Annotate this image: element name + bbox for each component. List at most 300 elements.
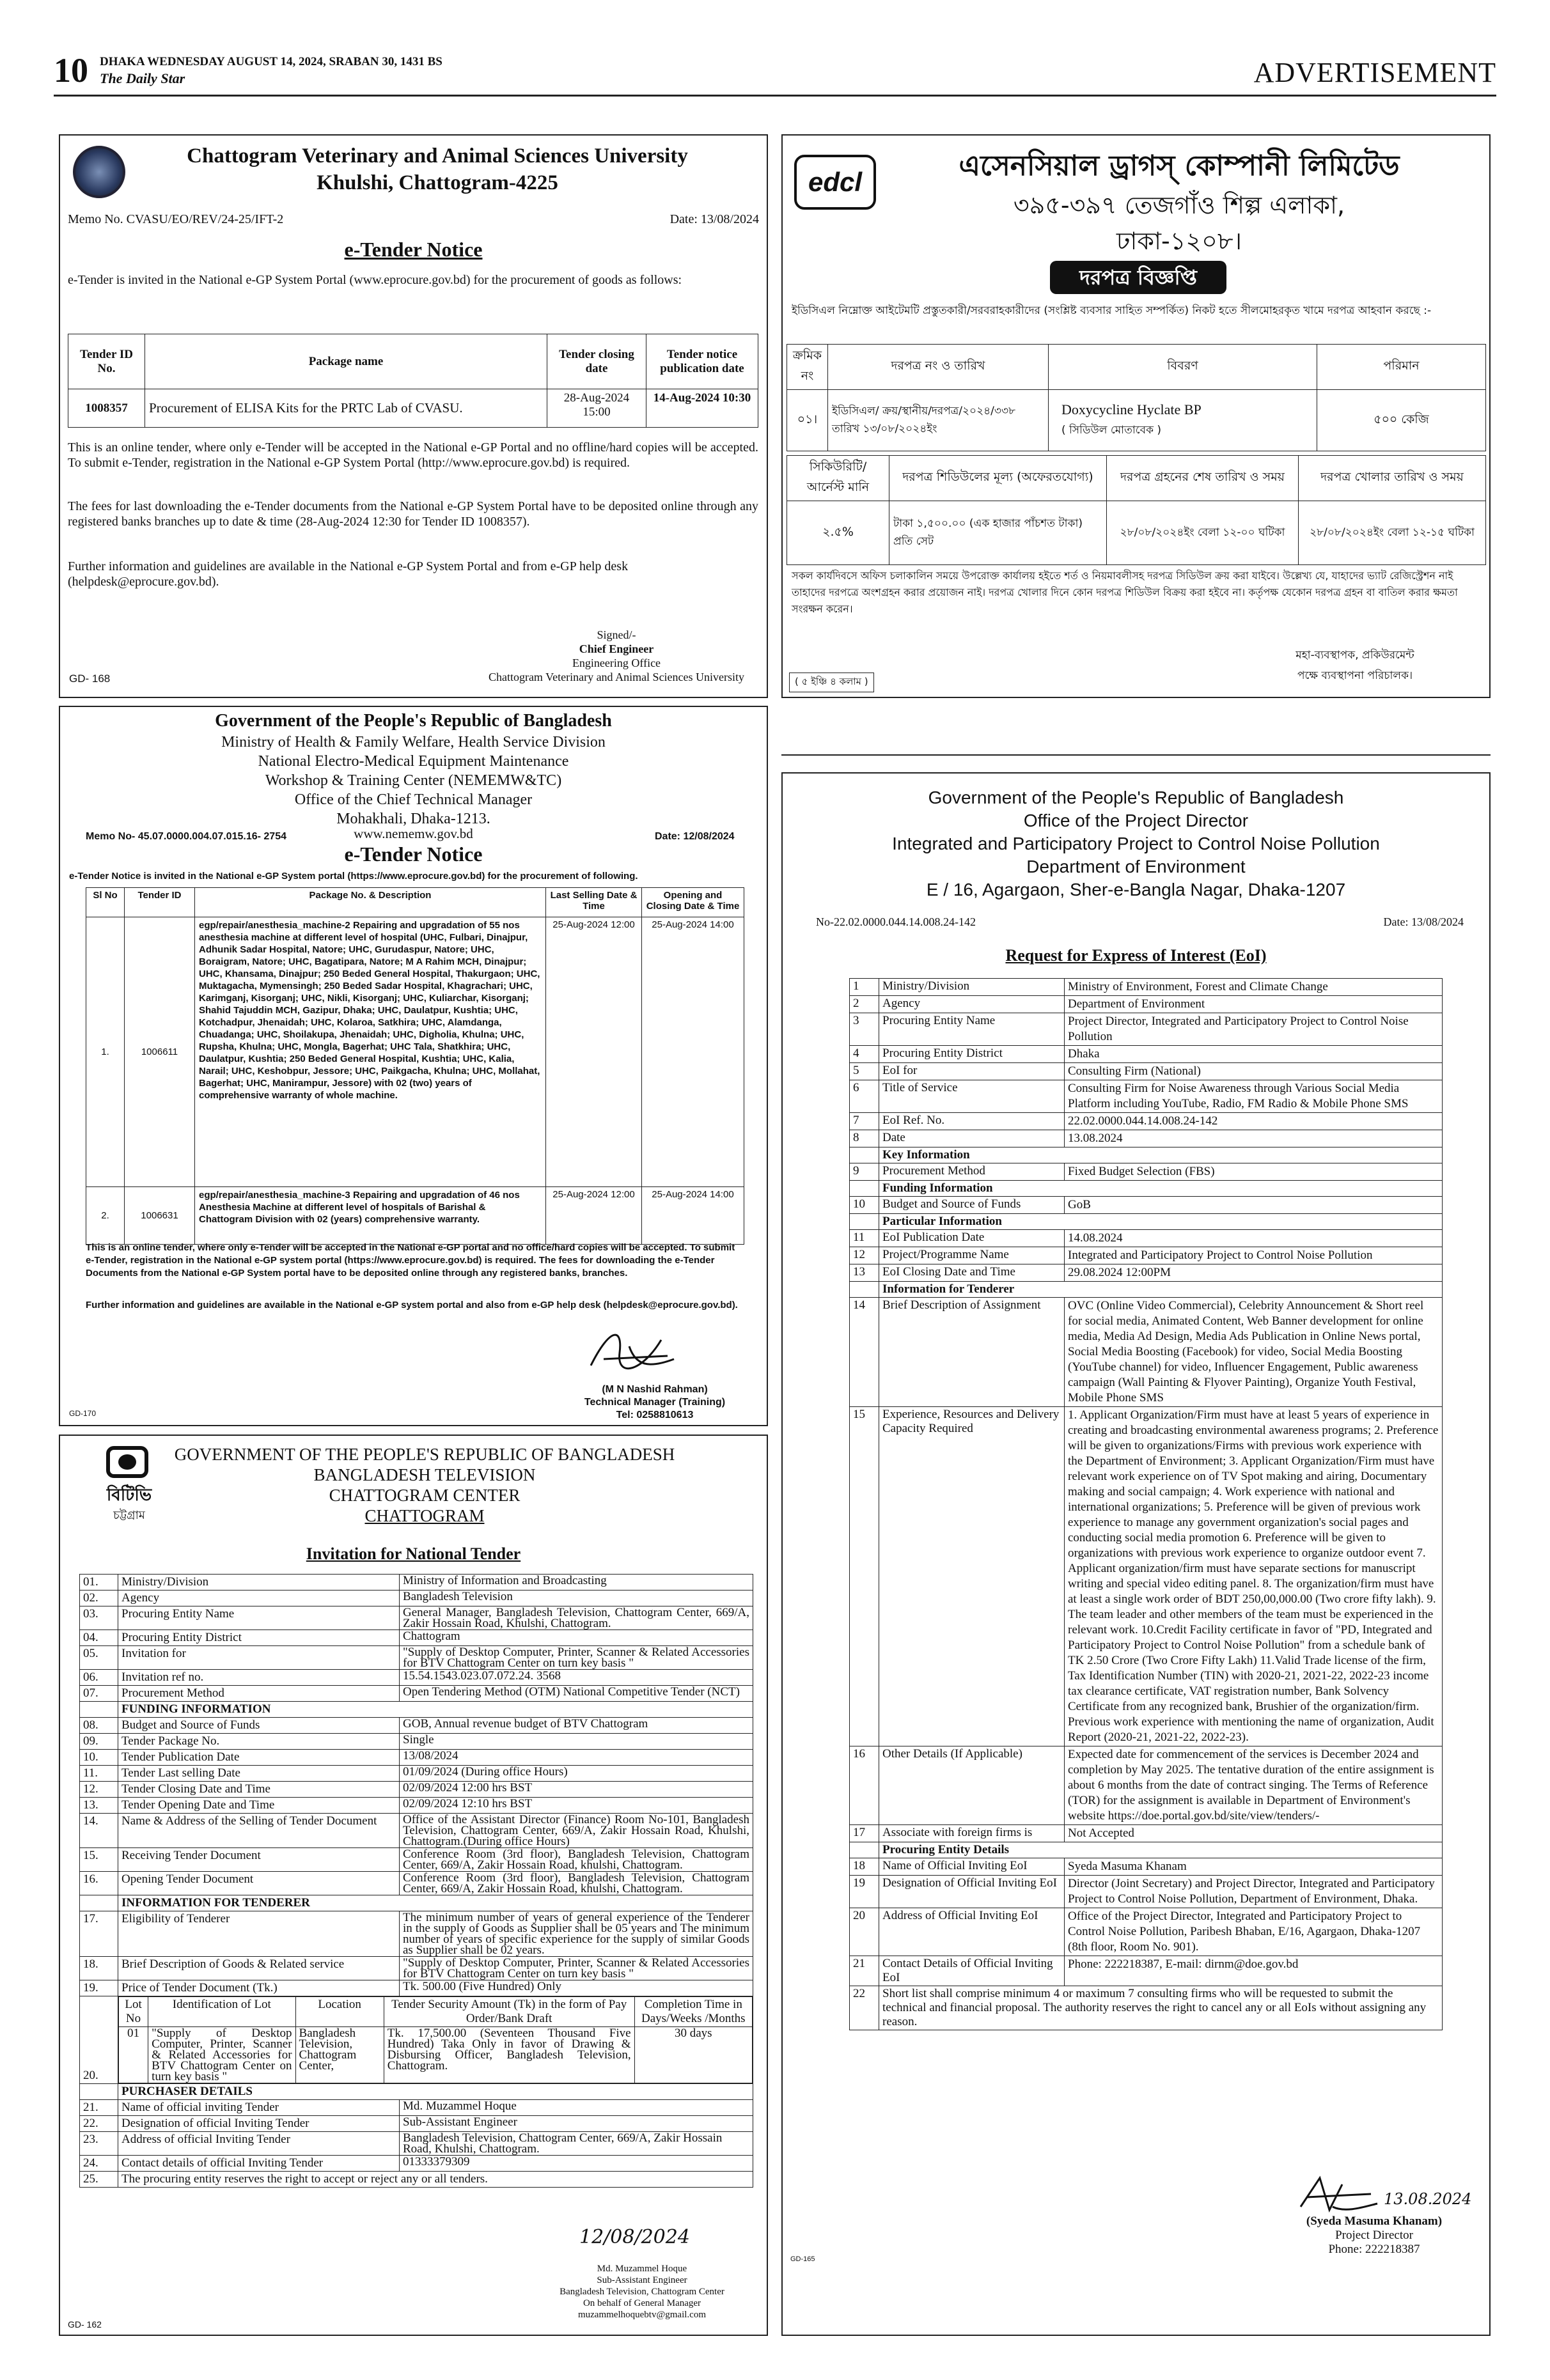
noise-date: Date: 13/08/2024 [1383,915,1464,928]
table-row [850,1130,1443,1147]
table-row [80,2156,753,2172]
section-heading: Procuring Entity Details [879,1842,1443,1858]
btv-gd: GD- 162 [68,2319,102,2329]
lot-cell: Tk. 17,500.00 (Seventeen Thousand Five Hundred) Taka Only in favor of Drawing & Disbursing Officer, Bangladesh Television, Chattogram. [384,2027,634,2083]
row-number: 13 [850,1264,879,1282]
edcl-badge: দরপত্র বিজ্ঞপ্তি [1050,261,1226,294]
cvasu-signature [469,628,763,684]
lot-col-header: Identification of Lot [148,1997,295,2027]
col-package: Package name [145,334,547,389]
row-number: 1 [850,979,879,996]
row-label: Designation of Official Inviting EoI [879,1876,1065,1908]
row-label: Procurement Method [879,1163,1065,1181]
row-value: Ministry of Environment, Forest and Climate Change [1065,979,1443,996]
section-heading: Funding Information [879,1181,1443,1197]
paper-name: The Daily Star [100,70,185,86]
edcl-intro: ইডিসিএল নিম্নোক্ত আইটেমটি প্রস্তুতকারী/সরবরাহকারীদের (সংশ্লিষ্ট ব্যবসার সাহিত সম্পর্কিত) নিকট হতে সীলমোহরকৃত খামে দরপত্র আহবান করছে :- [792,304,1432,317]
row-label: Address of Official Inviting EoI [879,1908,1065,1956]
table-row [850,1746,1443,1825]
col-description: বিবরণ [1049,345,1317,390]
drug-note: ( সিডিউল মোতাবেক ) [1061,423,1161,437]
column-rule [781,754,1491,756]
cell-publication: 14-Aug-2024 10:30 [646,389,758,428]
row-number: 12. [80,1782,118,1798]
table-row [80,1702,753,1718]
masthead-rule [54,95,1496,97]
table-row [80,1848,753,1872]
table-row [850,996,1443,1013]
lot-table-cell [118,1996,753,2084]
cvasu-para-3: Further information and guidelines are available in the National e-GP System Portal and from e-GP help desk (helpdesk@eprocure.gov.bd). [68,559,629,589]
col-last-selling: Last Selling Date & Time [546,888,642,917]
row-value: GOB, Annual revenue budget of BTV Chattogram [400,1718,753,1734]
row-label: Ministry/Division [118,1575,400,1591]
table-row [850,1842,1443,1858]
tv-icon [106,1446,148,1478]
row-label: Tender Publication Date [118,1750,400,1766]
table-row [80,1686,753,1702]
row-label: Tender Last selling Date [118,1766,400,1782]
table-row [80,1872,753,1895]
row-value: Department of Environment [1065,996,1443,1013]
table-row [80,1895,753,1911]
cvasu-date: Date: 13/08/2024 [669,212,759,226]
row-label: Contact Details of Official Inviting EoI [879,1956,1065,1986]
table-row [80,1798,753,1814]
nemem-ad [59,706,768,1426]
row-number: 16. [80,1872,118,1895]
cell-tender-no: ইডিসিএল/ ক্রয়/স্থানীয়/দরপত্র/২০২৪/৩৩৮ তারিখ ১৩/০৮/২০২৪ইং [828,390,1049,451]
row-label: Receiving Tender Document [118,1848,400,1872]
row2-id: 1006631 [125,1187,195,1245]
row-value: Open Tendering Method (OTM) National Competitive Tender (NCT) [400,1686,753,1702]
section-title: ADVERTISEMENT [1253,57,1496,88]
table-row [850,1147,1443,1163]
edcl-address-2: ঢাকা-১২০৮। [1116,227,1242,255]
row-label: Procuring Entity Name [118,1606,400,1630]
nemem-memo: Memo No- 45.07.0000.004.07.015.16- 2754 [86,831,286,842]
table-row [80,2132,753,2156]
row-note: The procuring entity reserves the right to accept or reject any or all tenders. [118,2172,753,2188]
row-label: Name of Official Inviting EoI [879,1858,1065,1876]
row-label: Title of Service [879,1080,1065,1113]
nemem-intro: e-Tender Notice is invited in the National e-GP System portal (https://www.eprocure.gov.bd) for the procurement of following. [69,871,638,882]
noise-line-2: Office of the Project Director [1023,811,1249,830]
row-number: 18. [80,1957,118,1980]
col-publication: Tender notice publication date [646,334,758,389]
cell-opening-date: ২৮/০৮/২০২৪ইং বেলা ১২-১৫ ঘটিকা [1299,501,1486,565]
row-number [80,1702,118,1718]
row-value: Integrated and Participatory Project to Control Noise Pollution [1065,1247,1443,1264]
row1-desc: egp/repair/anesthesia_machine-2 Repairing and upgradation of 55 nos anesthesia machine at different level of hospital (UHC, Fulbari, Dinajpur, Adhunik Sadar Hospital, Natore; UHC, Gurudaspur, Natore; UHC, Boraigram, Natore; UHC, Bagatipara, Natore; M A Rahim MCH, Dinajpur; UHC, Khansama, Dinajpur; 250 Beded General Hospital, Thakurgaon; UHC, Muktagacha, Mymensingh; 250 Beded Sadar Hospital, Khagrachari; UHC, Karimganj, Kisorganj; UHC, Nikli, Kisorganj; UHC, Kuliarchar, Kisorganj; Shahid Tajuddin MCH, Gazipur, Dhaka; UHC, Daulatpur, Kushtia; UHC, Kotchadpur, Jhenaidah; UHC, Kolaroa, Satkhira; UHC, Alamdanga, Chuadanga; UHC, Shoilakupa, Jhenaidah; UHC, Digholia, Khulna; UHC, Rupsha, Khulna; UHC, Mongla, Bagerhat; UHC Tala, Shatkhira; UHC, Daulatpur, Kushtia; 250 Beded General Hospital, Kushtia; UHC, Kalia, Narail; UHC, Keshobpur, Jessore; UHC, Paikgacha, Khulna; UHC, Mollahat, Bagerhat; UHC, Manirampur, Jessore) with 02 (two) years of comprehensive warranty of whole machine. [195,917,546,1187]
table-row [80,1630,753,1646]
row-value: Fixed Budget Selection (FBS) [1065,1163,1443,1181]
cvasu-title: Chattogram Veterinary and Animal Sciences University [187,144,688,167]
section-heading: Key Information [879,1147,1443,1163]
col-tender-no: দরপত্র নং ও তারিখ [828,345,1049,390]
cell-schedule-price: টাকা ১,৫০০.০০ (এক হাজার পাঁচশত টাকা) প্রতি সেট [889,501,1107,565]
nemem-signature-scribble [584,1321,680,1378]
row-value: Conference Room (3rd floor), Bangladesh Television, Chattogram Center, 669/A, Zakir Hossain Road, khulshi, Chattogram. [400,1872,753,1895]
row-number: 05. [80,1646,118,1670]
table-row [850,1282,1443,1298]
row-value: Syeda Masuma Khanam [1065,1858,1443,1876]
table-row [850,1063,1443,1080]
sig-title: Project Director [1335,2228,1413,2242]
table-row [80,1606,753,1630]
row-number: 10 [850,1197,879,1214]
row-number [850,1147,879,1163]
row-number: 16 [850,1746,879,1825]
table-row [850,1908,1443,1956]
row-number: 19. [80,1980,118,1996]
section-heading: FUNDING INFORMATION [118,1702,753,1718]
edcl-footer-2: পক্ষে ব্যবস্থাপনা পরিচালক। [1297,669,1413,682]
noise-ad [781,772,1491,2336]
cvasu-para-2: The fees for last downloading the e-Tender documents from the National e-GP System Portal have to be deposited online through any registered banks branches up to date & time (28-Aug-2024 12:30 for Tender ID 1008357). [68,499,758,529]
cvasu-ad [59,134,768,698]
row-label: Procuring Entity District [118,1630,400,1646]
row-number: 13. [80,1798,118,1814]
table-row [850,1825,1443,1842]
row-label: EoI Ref. No. [879,1113,1065,1130]
row-number: 9 [850,1163,879,1181]
row-value: 02/09/2024 12:10 hrs BST [400,1798,753,1814]
row-number: 06. [80,1670,118,1686]
table-row [80,1911,753,1957]
noise-line-1: Government of the People's Republic of Bangladesh [928,788,1344,807]
row-number: 8 [850,1130,879,1147]
lot-cell: Bangladesh Television, Chattogram Center, [295,2027,384,2083]
table-row [850,1197,1443,1214]
sig-name: (M N Nashid Rahman) [602,1384,708,1395]
row-value: Conference Room (3rd floor), Bangladesh Television, Chattogram Center, 669/A, Zakir Hossain Road, khulshi, Chattogram. [400,1848,753,1872]
table-row [850,1113,1443,1130]
nemem-heading: e-Tender Notice [344,843,483,866]
nemem-gd: GD-170 [69,1409,97,1418]
table-row [80,2116,753,2132]
sig-signed: Signed/- [597,628,636,641]
edcl-size-note: ( ৫ ইঞ্চি ৪ কলাম ) [789,673,874,692]
table-row [80,1718,753,1734]
lot-cell: 30 days [634,2027,752,2083]
row-number [80,1895,118,1911]
sig-tel: Tel: 0258810613 [616,1410,694,1420]
nemem-signature [559,1383,751,1422]
row-number: 12 [850,1247,879,1264]
edcl-address-1: ৩৯৫-৩৯৭ তেজগাঁও শিল্প এলাকা, [1013,191,1345,219]
cvasu-intro: e-Tender is invited in the National e-GP System Portal (www.eprocure.gov.bd) for the procurement of goods as follows: [68,273,682,287]
sig-title: Sub-Assistant Engineer [597,2275,687,2285]
row-number: 14. [80,1814,118,1848]
noise-line-5: E / 16, Agargaon, Sher-e-Bangla Nagar, Dhaka-1207 [926,880,1346,899]
table-row [80,1782,753,1798]
row-value: 01333379309 [400,2156,753,2172]
row-value: Expected date for commencement of the services is December 2024 and completion by May 2025. The tentative duration of the entire assignment is about 6 months from the date of contract singing. The Terms of Reference (TOR) for the assignment is available in Department of Environment's website https://doe.portal.gov.bd/site/view/tenders/- [1065,1746,1443,1825]
row-label: Tender Closing Date and Time [118,1782,400,1798]
nemem-website: www.nememw.gov.bd [354,826,473,841]
col-quantity: পরিমান [1317,345,1486,390]
row-value: 29.08.2024 12:00PM [1065,1264,1443,1282]
edcl-ad [781,134,1491,698]
btv-logo-text: বিটিভি [106,1486,152,1505]
table-row [850,1407,1443,1746]
row-label: EoI Publication Date [879,1230,1065,1247]
row-label: Invitation for [118,1646,400,1670]
row-number: 3 [850,1013,879,1046]
row-label: EoI for [879,1063,1065,1080]
table-row [850,1264,1443,1282]
row1-opening: 25-Aug-2024 14:00 [642,917,744,1187]
row-label: Contact details of official Inviting Tender [118,2156,400,2172]
row-number: 25. [80,2172,118,2188]
drug-name: Doxycycline Hyclate BP [1061,401,1202,417]
row-label: Project/Programme Name [879,1247,1065,1264]
section-heading: Particular Information [879,1214,1443,1230]
row-number: 11 [850,1230,879,1247]
table-row [850,1163,1443,1181]
cvasu-gd: GD- 168 [69,673,111,685]
cell-serial: ০১। [787,390,828,451]
table-row [80,1591,753,1606]
table-row [80,1980,753,1996]
noise-signature [1269,2214,1480,2257]
table-row [80,2100,753,2116]
row-label: Procurement Method [118,1686,400,1702]
edcl-footer-1: মহা-ব্যবস্থাপক, প্রকিউরমেন্ট [1296,649,1414,662]
row-number: 11. [80,1766,118,1782]
page-number: 10 [54,51,88,89]
row-number: 02. [80,1591,118,1606]
lot-col-header: Tender Security Amount (Tk) in the form of Pay Order/Bank Draft [384,1997,634,2027]
row-label: Eligibility of Tenderer [118,1911,400,1957]
cvasu-logo [73,146,125,198]
btv-signature [521,2263,763,2321]
row-label: Invitation ref no. [118,1670,400,1686]
row-label: Budget and Source of Funds [118,1718,400,1734]
row-value: Bangladesh Television [400,1591,753,1606]
table-row [850,1214,1443,1230]
sig-name: Md. Muzammel Hoque [597,2264,687,2274]
table-row [80,1670,753,1686]
row-label: Procuring Entity Name [879,1013,1065,1046]
noise-memo: No-22.02.0000.044.14.008.24-142 [816,915,976,928]
row-value: GoB [1065,1197,1443,1214]
col-opening-date: দরপত্র খোলার তারিখ ও সময় [1299,456,1486,501]
row-value: 13.08.2024 [1065,1130,1443,1147]
row-number: 20 [850,1908,879,1956]
lot-col-header: Lot No [119,1997,148,2027]
table-row [80,1766,753,1782]
row-number: 19 [850,1876,879,1908]
row-number: 6 [850,1080,879,1113]
nemem-line-6: Mohakhali, Dhaka-1213. [336,811,490,827]
row-number: 17 [850,1825,879,1842]
cell-package: Procurement of ELISA Kits for the PRTC Lab of CVASU. [145,389,547,428]
section-heading: PURCHASER DETAILS [118,2084,753,2100]
row-number: 08. [80,1718,118,1734]
btv-line-2: BANGLADESH TELEVISION [313,1465,536,1484]
row2-selling: 25-Aug-2024 12:00 [546,1187,642,1245]
col-closing: Tender closing date [547,334,646,389]
cvasu-table [68,334,758,428]
row2-opening: 25-Aug-2024 14:00 [642,1187,744,1245]
row-value: Consulting Firm (National) [1065,1063,1443,1080]
sig-title: Chief Engineer [579,642,654,655]
row-value: Dhaka [1065,1046,1443,1063]
nemem-line-2: Ministry of Health & Family Welfare, Health Service Division [221,734,606,751]
row-label: Brief Description of Goods & Related service [118,1957,400,1980]
row-value: 14.08.2024 [1065,1230,1443,1247]
sig-title: Technical Manager (Training) [584,1397,726,1408]
col-opening: Opening and Closing Date & Time [642,888,744,917]
lot-cell: 01 [119,2027,148,2083]
section-heading: INFORMATION FOR TENDERER [118,1895,753,1911]
noise-gd: GD-165 [790,2255,815,2263]
lot-header-row [80,1996,753,2084]
edcl-logo [794,155,876,210]
row-number: 21 [850,1956,879,1986]
row-label: Associate with foreign firms is [879,1825,1065,1842]
row2-sl: 2. [86,1187,125,1245]
row-value: 15.54.1543.023.07.072.24. 3568 [400,1670,753,1686]
row-number: 17. [80,1911,118,1957]
row-number: 4 [850,1046,879,1063]
row-label: Date [879,1130,1065,1147]
nemem-line-5: Office of the Chief Technical Manager [294,791,533,808]
sig-behalf: On behalf of General Manager [583,2298,701,2308]
row-value: Office of the Assistant Director (Finance) Room No-101, Bangladesh Television, Chattogram Center, 669/A, Zakir Hossain Road, Khulshi, Chattogram.(During office Hours) [400,1814,753,1848]
row-value: Single [400,1734,753,1750]
btv-heading: Invitation for National Tender [306,1544,521,1563]
sig-email: muzammelhoquebtv@gmail.com [577,2310,707,2320]
row-note: Short list shall comprise minimum 4 or maximum 7 consulting firms who will be requested to submit the technical and financial proposal. The authority reserves the right to cancel any or all EoIs without assigning any reason. [879,1986,1443,2030]
col-security: সিকিউরিটি/ আর্নেস্ট মানি [787,456,889,501]
table-row [850,979,1443,996]
edcl-notes: সকল কার্যদিবসে অফিস চলাকালিন সময়ে উপরোক্ত কার্যালয় হইতে শর্ত ও নিয়মাবলীসহ দরপত্র সিডিউল ক্রয় করা যাইবে। উল্লেখ্য যে, যাহাদের ভ্যাট রেজিস্ট্রেশন নাই তাহাদের দরপত্রে অংশগ্রহন করার প্রয়োজন নাই। দরপত্র খোলার দিনে কোন দরপত্র শিডিউল বিক্রয় করা হইবে না। কর্তৃপক্ষ যেকোন দরপত্র গ্রহন বা বাতিল করার ক্ষমতা সংরক্ষন করেন। [792,570,1458,615]
btv-logo-subtext: চট্টগ্রাম [113,1509,145,1522]
table-row [850,1956,1443,1986]
row-number: 23. [80,2132,118,2156]
row-value: OVC (Online Video Commercial), Celebrity Announcement & Short reel for social media, Animated Content, Web Banner development for online media, Media Ad Design, Media Ads Publication in Online News portal, Social Media Boosting (Facebook) for video, Social Media Boosting (YouTube channel) for video, Influencer Engagement, Public awareness campaign (Wall Painting & Flyover Painting), Organize Youth Festival, Mobile Phone SMS [1065,1298,1443,1407]
btv-line-3: CHATTOGRAM CENTER [329,1486,521,1505]
row-value: The minimum number of years of general experience of the Tenderer in the supply of Goods as Supplier shall be 05 years and The minimum number of years of specific experience for the supply of similar Goods as Supplier shall be 02 years. [400,1911,753,1957]
table-row [80,1814,753,1848]
row-value: General Manager, Bangladesh Television, Chattogram Center, 669/A, Zakir Hossain Road, Khulshi, Chattogram. [400,1606,753,1630]
row1-sl: 1. [86,917,125,1187]
row1-id: 1006611 [125,917,195,1187]
table-row [850,1230,1443,1247]
row-label: Designation of official Inviting Tender [118,2116,400,2132]
row-label: Name & Address of the Selling of Tender Document [118,1814,400,1848]
row-label: Experience, Resources and Delivery Capacity Required [879,1407,1065,1746]
btv-table [79,1574,753,2188]
row-number: 7 [850,1113,879,1130]
row-number [850,1214,879,1230]
btv-line-1: GOVERNMENT OF THE PEOPLE'S REPUBLIC OF BANGLADESH [174,1445,675,1464]
row-label: Budget and Source of Funds [879,1197,1065,1214]
row-label: EoI Closing Date and Time [879,1264,1065,1282]
row-number: 15 [850,1407,879,1746]
noise-heading: Request for Express of Interest (EoI) [1005,946,1267,965]
noise-table [849,978,1443,2030]
row-number: 10. [80,1750,118,1766]
edcl-logo-text: edcl [808,167,863,197]
col-package: Package No. & Description [195,888,546,917]
row-number: 07. [80,1686,118,1702]
sig-phone: Phone: 222218387 [1328,2243,1420,2256]
table-row [80,1750,753,1766]
table-row [80,2172,753,2188]
cvasu-subtitle: Khulshi, Chattogram-4225 [317,171,558,194]
noise-signature-scribble [1294,2168,1384,2220]
btv-ad [59,1435,768,2336]
edcl-table [787,344,1486,565]
row1-selling: 25-Aug-2024 12:00 [546,917,642,1187]
row-value: Director (Joint Secretary) and Project Director, Integrated and Participatory Project to Control Noise Pollution, Department of Environment, Dhaka. [1065,1876,1443,1908]
row-number: 15. [80,1848,118,1872]
row-value: Chattogram [400,1630,753,1646]
cell-closing: 28-Aug-2024 15:00 [547,389,646,428]
row-number [850,1181,879,1197]
row-value: Sub-Assistant Engineer [400,2116,753,2132]
table-row [850,1013,1443,1046]
row-value: Ministry of Information and Broadcasting [400,1575,753,1591]
row-number: 2 [850,996,879,1013]
row-value: "Supply of Desktop Computer, Printer, Scanner & Related Accessories for BTV Chattogram Center on turn key basis " [400,1646,753,1670]
row-number: 21. [80,2100,118,2116]
row-value: Phone: 222218387, E-mail: dirnm@doe.gov.bd [1065,1956,1443,1986]
cvasu-heading: e-Tender Notice [344,238,483,261]
row-label: Tender Opening Date and Time [118,1798,400,1814]
row-label: Price of Tender Document (Tk.) [118,1980,400,1996]
row-label: Ministry/Division [879,979,1065,996]
row-label: Tender Package No. [118,1734,400,1750]
edcl-name: এসেনসিয়াল ড্রাগস্ কোম্পানী লিমিটেড [959,150,1400,182]
table-row [80,1957,753,1980]
row-number: 03. [80,1606,118,1630]
table-row [850,1298,1443,1407]
row-label: Procuring Entity District [879,1046,1065,1063]
row-value: Project Director, Integrated and Participatory Project to Control Noise Pollution [1065,1013,1443,1046]
row-value: Tk. 500.00 (Five Hundred) Only [400,1980,753,1996]
col-serial: ক্রমিক নং [787,345,828,390]
nemem-para-2: Further information and guidelines are available in the National e-GP system portal and also from e-GP help desk (helpdesk@eprocure.gov.bd). [86,1300,738,1311]
section-heading: Information for Tenderer [879,1282,1443,1298]
row-value: Consulting Firm for Noise Awareness through Various Social Media Platform including YouTube, Radio, FM Radio & Mobile Phone SMS [1065,1080,1443,1113]
row-number: 18 [850,1858,879,1876]
noise-line-3: Integrated and Participatory Project to Control Noise Pollution [892,834,1380,853]
cell-tender-id: 1008357 [68,389,145,428]
col-last-date: দরপত্র গ্রহনের শেষ তারিখ ও সময় [1107,456,1299,501]
lot-col-header: Completion Time in Days/Weeks /Months [634,1997,752,2027]
row-value: Md. Muzammel Hoque [400,2100,753,2116]
row-value: 1. Applicant Organization/Firm must have at least 5 years of experience in creating and broadcasting environmental awareness programs; 2. Preference will be given to organizations/Firms with previous work experience with the Department of Environment; 3. Applicant Organization/Firm must have relevant work experience on of TV Spot making and airing, Documentary making and social campaign; 4. Work experience with national and international organizations; 5. Preference will be given of previous work experience to manage any government organization's social pages and conducting social media promotion 6. Preference will be given to organizations with previous work experience to organize outdoor event 7. Applicant organization/firm must have separate sections for manuscript writing and special video editing panel. 8. The organization/firm must have at least a single work order of BDT 250,00,000.00 (Two crore fifty lakh). 9. The team leader and other members of the team must be experienced in the relevant work. 10.Credit Facility certificate in favor of "PD, Integrated and Participatory Project to Control Noise Pollution" from a schedule bank of TK 2.50 Crore (Two Crore Fifty Lakh) 11.Valid Trade license of the firm, Tax Identification Number (TIN) with 2020-21, 2021-22, 2022-23 income tax clearance certificate, VAT registration number, Bank Solvency Certificate from any recognized bank, Brushier of the organization/firm. Previous work experience with mentioning the name of organization, Audit Report (2020-21, 2021-22, 2022-23). [1065,1407,1443,1746]
row-number: 04. [80,1630,118,1646]
table-row [850,1986,1443,2030]
row-label: Agency [118,1591,400,1606]
lot-cell: "Supply of Desktop Computer, Printer, Scanner & Related Accessories for BTV Chattogram Center on turn key basis " [148,2027,295,2083]
row-number: 09. [80,1734,118,1750]
sig-org: Bangladesh Television, Chattogram Center [560,2287,724,2297]
row-value: Office of the Project Director, Integrated and Participatory Project to Control Noise Pollution, Paribesh Bhaban, E/16, Agargaon, Dhaka-1207 (8th floor, Room No. 901). [1065,1908,1443,1956]
btv-line-4: CHATTOGRAM [364,1506,485,1525]
cell-last-date: ২৮/০৮/২০২৪ইং বেলা ১২-০০ ঘটিকা [1107,501,1299,565]
sig-org: Chattogram Veterinary and Animal Sciences University [488,671,745,683]
row-label: Brief Description of Assignment [879,1298,1065,1407]
table-row [850,1876,1443,1908]
col-tender-id: Tender ID No. [68,334,145,389]
